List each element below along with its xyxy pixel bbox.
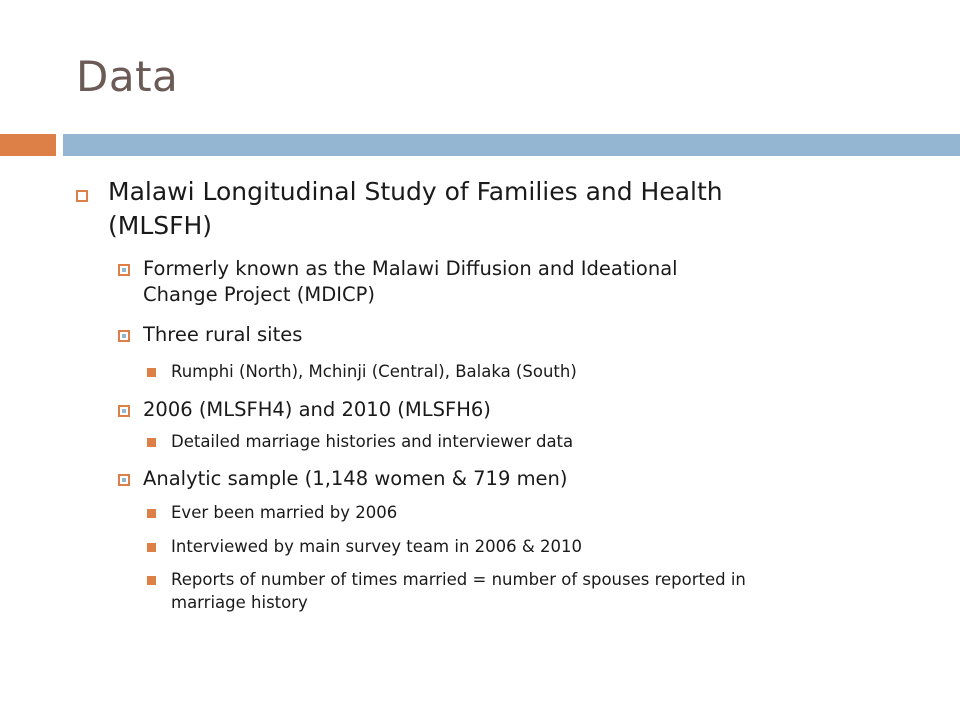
bullet-l3-ever-married: Ever been married by 2006 bbox=[171, 503, 398, 522]
bullet-filled-square-icon bbox=[147, 438, 156, 447]
bullet-square-icon bbox=[118, 264, 130, 276]
bullet-square-icon bbox=[118, 330, 130, 342]
bullet-l2-sample: Analytic sample (1,148 women & 719 men) bbox=[143, 467, 568, 490]
bullet-square-icon bbox=[118, 405, 130, 417]
bullet-l2-sites: Three rural sites bbox=[143, 323, 303, 346]
bullet-filled-square-icon bbox=[147, 543, 156, 552]
bullet-l3-reports-line1: Reports of number of times married = number of spouses reported in bbox=[171, 570, 746, 589]
bullet-l1-line1: Malawi Longitudinal Study of Families and Health bbox=[108, 177, 723, 206]
bullet-hollow-square-icon bbox=[76, 190, 88, 202]
bullet-l3-sites: Rumphi (North), Mchinji (Central), Balaka (South) bbox=[171, 362, 577, 381]
bullet-l2-formerly-line1: Formerly known as the Malawi Diffusion and Ideational bbox=[143, 257, 678, 280]
bullet-l3-reports-line2: marriage history bbox=[171, 593, 308, 612]
bullet-filled-square-icon bbox=[147, 509, 156, 518]
header-bar-accent bbox=[0, 134, 56, 156]
bullet-l3-interviewed: Interviewed by main survey team in 2006 & 2010 bbox=[171, 537, 582, 556]
header-bar bbox=[63, 134, 960, 156]
bullet-l3-histories: Detailed marriage histories and interviewer data bbox=[171, 432, 574, 451]
bullet-filled-square-icon bbox=[147, 576, 156, 585]
bullet-filled-square-icon bbox=[147, 368, 156, 377]
bullet-l1-line2: (MLSFH) bbox=[108, 211, 213, 240]
bullet-l2-formerly-line2: Change Project (MDICP) bbox=[143, 283, 375, 306]
slide-title: Data bbox=[76, 52, 179, 101]
bullet-l2-years: 2006 (MLSFH4) and 2010 (MLSFH6) bbox=[143, 398, 491, 421]
bullet-square-icon bbox=[118, 474, 130, 486]
